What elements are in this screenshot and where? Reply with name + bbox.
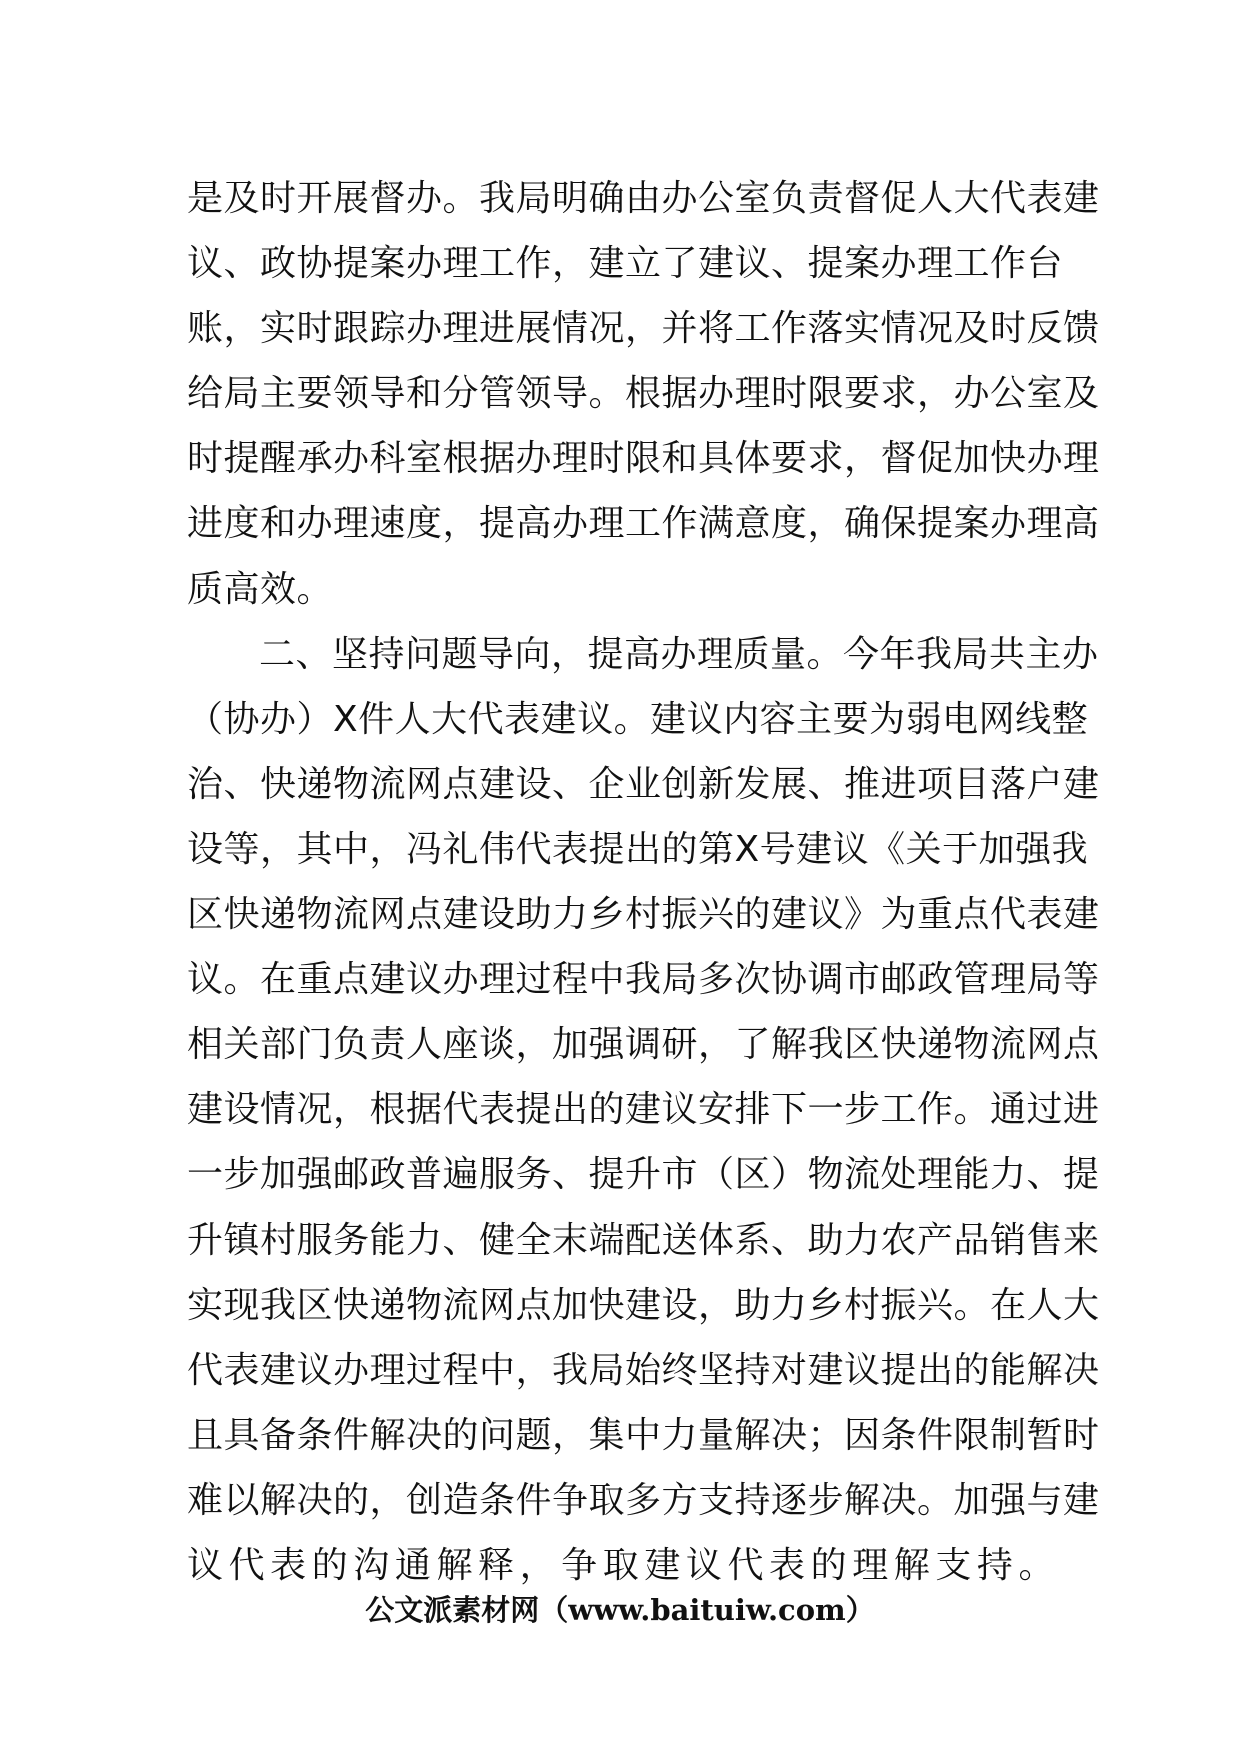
footer-watermark: 公文派素材网（www.baituiw.com） bbox=[365, 1593, 875, 1627]
text-line: 建设情况，根据代表提出的建议安排下一步工作。通过进 bbox=[187, 1089, 1100, 1131]
text-line: 议代表的沟通解释，争取建议代表的理解支持。 bbox=[187, 1544, 1055, 1586]
text-line: 给局主要领导和分管领导。根据办理时限要求，办公室及 bbox=[187, 373, 1100, 415]
text-line: 且具备条件解决的问题，集中力量解决；因条件限制暂时 bbox=[187, 1414, 1100, 1456]
paragraph-1 bbox=[187, 166, 1100, 622]
text-line: 治、快递物流网点建设、企业创新发展、推进项目落户建 bbox=[187, 763, 1100, 805]
text-line: 升镇村服务能力、健全末端配送体系、助力农产品销售来 bbox=[187, 1219, 1100, 1261]
text-line: 难以解决的，创造条件争取多方支持逐步解决。加强与建 bbox=[187, 1479, 1100, 1521]
text-line: 时提醒承办科室根据办理时限和具体要求，督促加快办理 bbox=[187, 438, 1100, 480]
text-line: 账，实时跟踪办理进展情况，并将工作落实情况及时反馈 bbox=[187, 308, 1100, 350]
text-line: 议。在重点建议办理过程中我局多次协调市邮政管理局等 bbox=[187, 959, 1100, 1001]
text-line: 相关部门负责人座谈，加强调研，了解我区快递物流网点 bbox=[187, 1024, 1100, 1066]
document-body bbox=[187, 166, 1100, 1663]
text-line: （协办）X件人大代表建议。建议内容主要为弱电网线整 bbox=[187, 698, 1089, 740]
section-heading-line: 二、坚持问题导向，提高办理质量。今年我局共主办 bbox=[259, 633, 1099, 675]
text-line: 议、政协提案办理工作，建立了建议、提案办理工作台 bbox=[187, 243, 1064, 285]
text-line: 区快递物流网点建设助力乡村振兴的建议》为重点代表建 bbox=[187, 894, 1100, 936]
text-line: 是及时开展督办。我局明确由办公室负责督促人大代表建 bbox=[187, 178, 1100, 219]
text-line: 质高效。 bbox=[187, 568, 334, 610]
text-line: 一步加强邮政普遍服务、提升市（区）物流处理能力、提 bbox=[187, 1154, 1100, 1196]
text-line: 实现我区快递物流网点加快建设，助力乡村振兴。在人大 bbox=[187, 1284, 1100, 1326]
text-line: 设等，其中，冯礼伟代表提出的第X号建议《关于加强我 bbox=[187, 828, 1089, 870]
text-line: 代表建议办理过程中，我局始终坚持对建议提出的能解决 bbox=[187, 1349, 1100, 1391]
paragraph-2 bbox=[187, 622, 1100, 1664]
text-line: 进度和办理速度，提高办理工作满意度，确保提案办理高 bbox=[187, 503, 1100, 545]
